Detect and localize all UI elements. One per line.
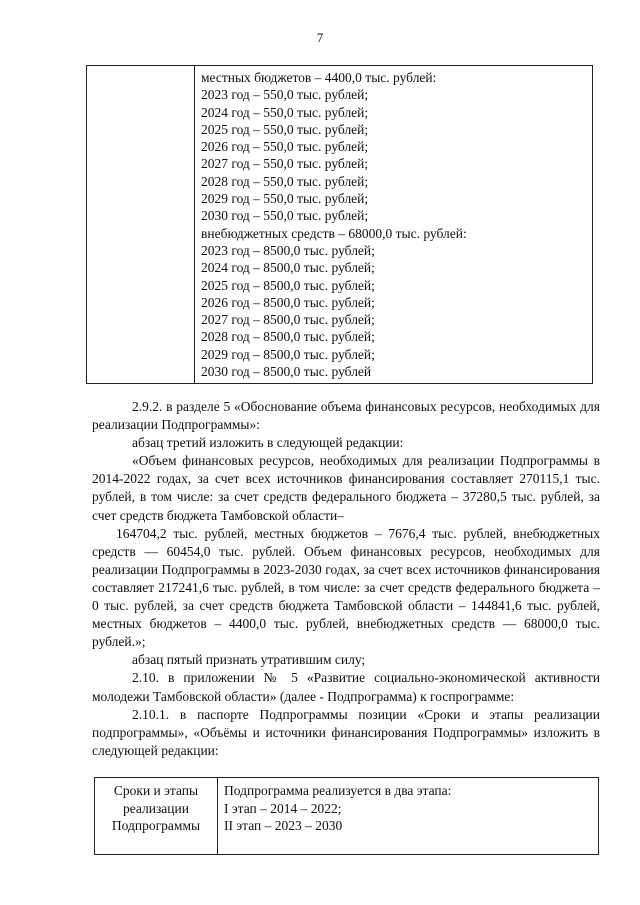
funding-line: 2030 год – 550,0 тыс. рублей; xyxy=(201,208,369,224)
funding-line: 2028 год – 550,0 тыс. рублей; xyxy=(201,173,369,189)
funding-line: 2030 год – 8500,0 тыс. рублей xyxy=(201,364,372,380)
timeline-label-cell xyxy=(95,778,218,855)
timeline-value-cell xyxy=(218,778,599,855)
value-line: II этап – 2023 – 2030 xyxy=(224,818,343,833)
funding-line: 2029 год – 8500,0 тыс. рублей; xyxy=(201,346,375,362)
funding-line: 2027 год – 8500,0 тыс. рублей; xyxy=(201,312,375,328)
value-line: Подпрограмма реализуется в два этапа: xyxy=(224,783,452,798)
funding-line: 2028 год – 8500,0 тыс. рублей; xyxy=(201,329,375,345)
funding-table-continuation xyxy=(86,65,593,384)
funding-line: 2024 год – 550,0 тыс. рублей; xyxy=(201,104,369,120)
page-number: 7 xyxy=(316,30,324,45)
paragraph-quote-continuation: 164704,2 тыс. рублей, местных бюджетов – 7676,4 тыс. рублей, внебюджетных средств — 60454,0 тыс. рублей. Объем финансовых ресурсов, необходимых для реализации Подпрограммы в 2023-2030 годах, за счет всех источников финансирования составляет 217241,6 тыс. рублей, в том числе: за счет средств федерального бюджета – 0 тыс. рублей, за счет средств бюджета Тамбовской области – 144841,6 тыс. рублей, местных бюджетов – 4400,0 тыс. рублей, внебюджетных средств — 68000,0 тыс. рублей.»; xyxy=(92,525,600,650)
funding-line: 2027 год – 550,0 тыс. рублей; xyxy=(201,156,369,172)
empty-label-cell xyxy=(87,66,195,384)
funding-line: 2026 год – 550,0 тыс. рублей; xyxy=(201,139,369,155)
funding-details-cell xyxy=(195,66,593,384)
funding-line: 2025 год – 550,0 тыс. рублей; xyxy=(201,121,369,137)
funding-line: 2024 год – 8500,0 тыс. рублей; xyxy=(201,260,375,276)
label-line: Сроки и этапы xyxy=(113,783,199,798)
paragraph-quote-start: «Объем финансовых ресурсов, необходимых для реализации Подпрограммы в 2014-2022 годах, за счет всех источников финансирования составляет 270115,1 тыс. рублей, в том числе: за счет средств федерального бюджета – 37280,5 тыс. рублей, за счет средств бюджета Тамбовской области– xyxy=(92,453,600,523)
paragraph-instruction: абзац третий изложить в следующей редакции: xyxy=(132,435,404,451)
label-line: реализации xyxy=(123,800,189,816)
paragraph-appendix-5: 2.10. в приложении № 5 «Развитие социально-экономической активности молодежи Тамбовской области» (далее - Подпрограмма) к госпрограмме: xyxy=(92,670,600,704)
funding-line: внебюджетных средств – 68000,0 тыс. рублей: xyxy=(201,225,467,241)
funding-line: 2029 год – 550,0 тыс. рублей; xyxy=(201,191,369,207)
funding-line: 2023 год – 8500,0 тыс. рублей; xyxy=(201,242,375,258)
paragraph-section-5: 2.9.2. в разделе 5 «Обоснование объема финансовых ресурсов, необходимых для реализации Подпрограммы»: xyxy=(92,399,600,433)
label-line: Подпрограммы xyxy=(111,818,201,833)
value-line: I этап – 2014 – 2022; xyxy=(224,800,342,816)
funding-line: 2025 год – 8500,0 тыс. рублей; xyxy=(201,277,375,293)
document-body xyxy=(92,398,600,760)
paragraph-passport: 2.10.1. в паспорте Подпрограммы позиции «Сроки и этапы реализации подпрограммы», «Объёмы и источники финансирования Подпрограммы» изложить в следующей редакции: xyxy=(92,706,600,758)
funding-line: 2023 год – 550,0 тыс. рублей; xyxy=(201,87,369,103)
passport-table xyxy=(94,777,599,855)
funding-line: 2026 год – 8500,0 тыс. рублей; xyxy=(201,294,375,310)
funding-line: местных бюджетов – 4400,0 тыс. рублей: xyxy=(201,70,437,85)
paragraph-repeal: абзац пятый признать утратившим силу; xyxy=(132,652,366,668)
